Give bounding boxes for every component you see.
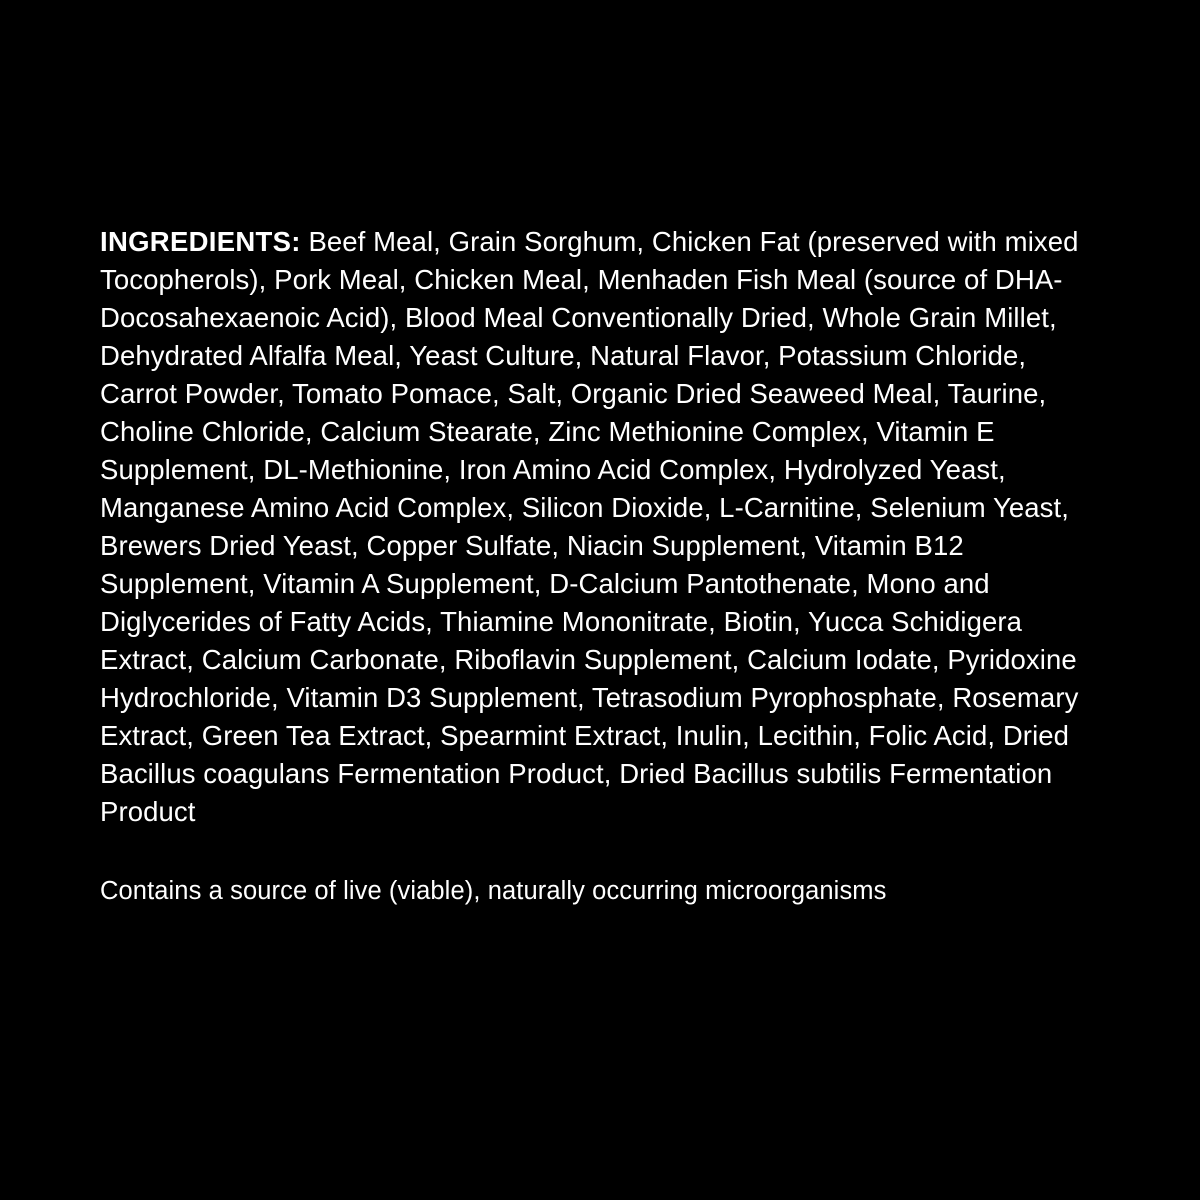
ingredients-heading: INGREDIENTS: (100, 225, 301, 257)
contains-live-microorganisms-note: Contains a source of live (viable), naturally occurring microorganisms (100, 876, 887, 905)
ingredients-paragraph (100, 223, 1100, 831)
ingredients-list-text: Beef Meal, Grain Sorghum, Chicken Fat (preserved with mixed Tocopherols), Pork Meal, Chicken Meal, Menhaden Fish Meal (source of DHA-Docosahexaenoic Acid), Blood Meal Conventionally Dried, Whole Grain Millet, Dehydrated Alfalfa Meal, Yeast Culture, Natural Flavor, Potassium Chloride, Carrot Powder, Tomato Pomace, Salt, Organic Dried Seaweed Meal, Taurine, Choline Chloride, Calcium Stearate, Zinc Methionine Complex, Vitamin E Supplement, DL-Methionine, Iron Amino Acid Complex, Hydrolyzed Yeast, Manganese Amino Acid Complex, Silicon Dioxide, L-Carnitine, Selenium Yeast, Brewers Dried Yeast, Copper Sulfate, Niacin Supplement, Vitamin B12 Supplement, Vitamin A Supplement, D-Calcium Pantothenate, Mono and Diglycerides of Fatty Acids, Thiamine Mononitrate, Biotin, Yucca Schidigera Extract, Calcium Carbonate, Riboflavin Supplement, Calcium Iodate, Pyridoxine Hydrochloride, Vitamin D3 Supplement, Tetrasodium Pyrophosphate, Rosemary Extract, Green Tea Extract, Spearmint Extract, Inulin, Lecithin, Folic Acid, Dried Bacillus coagulans Fermentation Product, Dried Bacillus subtilis Fermentation Product (100, 225, 1079, 827)
